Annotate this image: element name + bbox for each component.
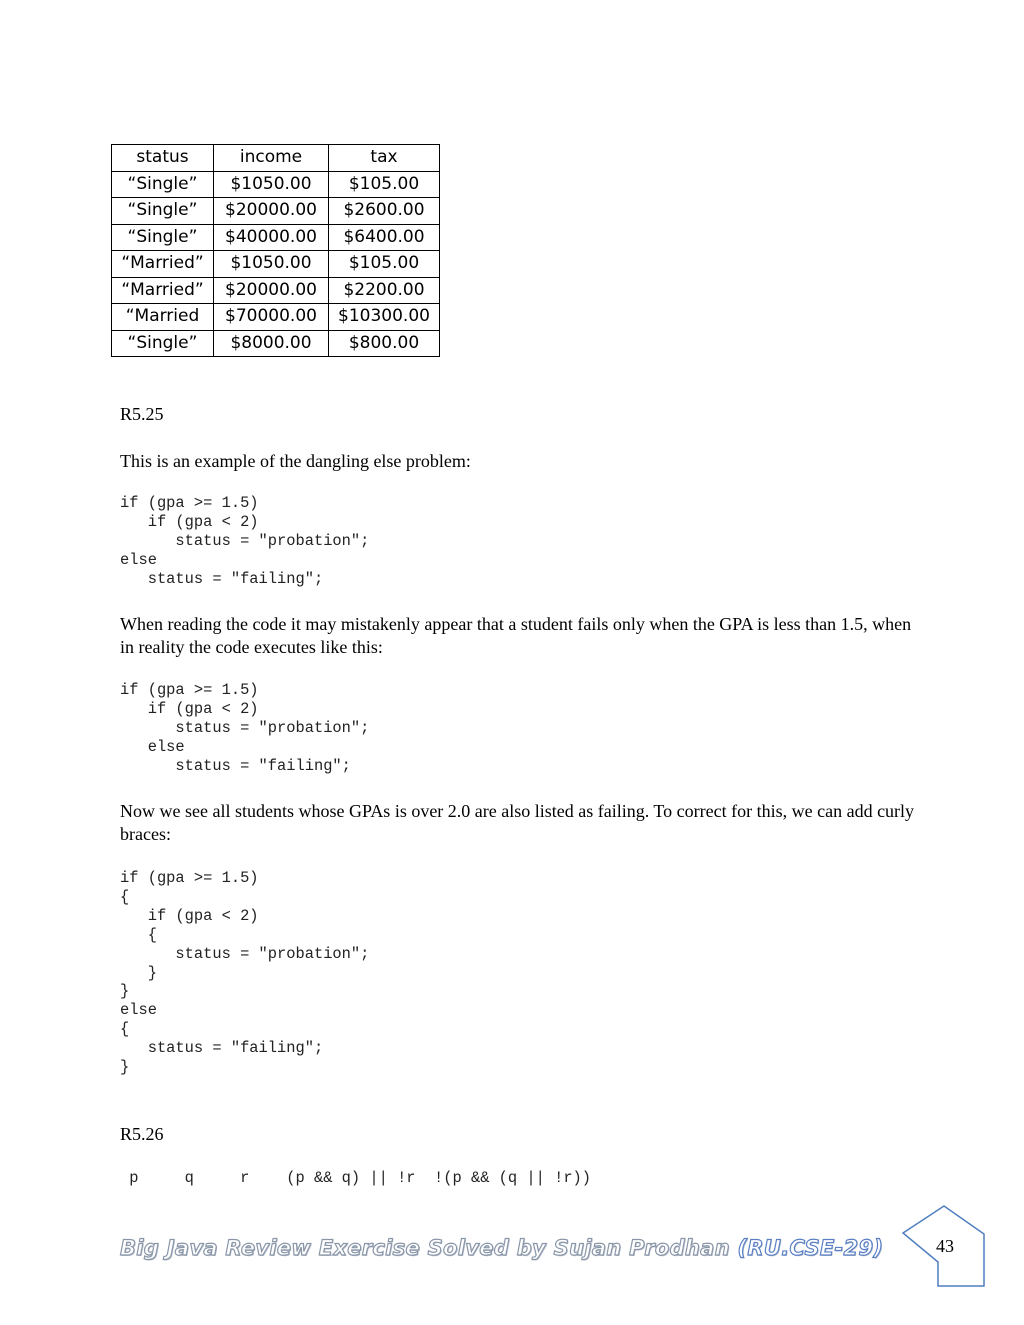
- table-cell: $20000.00: [214, 277, 329, 304]
- column-header: income: [214, 145, 329, 172]
- table-cell: $800.00: [329, 330, 440, 357]
- table-cell: “Single”: [112, 330, 214, 357]
- section-heading-r5-25: R5.25: [120, 404, 164, 424]
- tax-table: [111, 144, 440, 357]
- explanation-paragraph: When reading the code it may mistakenly appear that a student fails only when the GPA is less than 1.5, when in reality the code executes like this:: [120, 614, 912, 657]
- table-row: [112, 224, 440, 251]
- code-block-actual-execution: if (gpa >= 1.5) if (gpa < 2) status = "probation"; else status = "failing";: [120, 681, 370, 775]
- fix-paragraph: Now we see all students whose GPAs is over 2.0 are also listed as failing. To correct for this, we can add curly braces:: [120, 801, 915, 844]
- table-cell: $1050.00: [214, 171, 329, 198]
- table-cell: $70000.00: [214, 304, 329, 331]
- table-row: [112, 304, 440, 331]
- table-cell: $2600.00: [329, 198, 440, 225]
- footer-credit: [120, 1236, 883, 1260]
- table-cell: $105.00: [329, 251, 440, 278]
- section-heading-r5-26: R5.26: [120, 1124, 164, 1144]
- table-cell: “Married”: [112, 277, 214, 304]
- footer-credit-text: Big Java Review Exercise Solved by Sujan Prodhan: [120, 1236, 738, 1260]
- table-cell: $20000.00: [214, 198, 329, 225]
- table-cell: $40000.00: [214, 224, 329, 251]
- column-header: status: [112, 145, 214, 172]
- table-row: [112, 198, 440, 225]
- table-cell: $2200.00: [329, 277, 440, 304]
- footer-credit-accent: (RU.CSE-29): [737, 1236, 884, 1260]
- code-block-curly-braces: if (gpa >= 1.5) { if (gpa < 2) { status = "probation"; } } else { status = "failing"; }: [120, 869, 370, 1077]
- table-cell: $6400.00: [329, 224, 440, 251]
- code-block-dangling-else: if (gpa >= 1.5) if (gpa < 2) status = "probation"; else status = "failing";: [120, 494, 370, 588]
- column-header: tax: [329, 145, 440, 172]
- table-cell: $1050.00: [214, 251, 329, 278]
- table-cell: $10300.00: [329, 304, 440, 331]
- intro-paragraph: This is an example of the dangling else problem:: [120, 451, 471, 471]
- table-header-row: [112, 145, 440, 172]
- table-row: [112, 251, 440, 278]
- table-row: [112, 171, 440, 198]
- table-cell: $8000.00: [214, 330, 329, 357]
- table-cell: “Single”: [112, 198, 214, 225]
- truth-table-header: p q r (p && q) || !r !(p && (q || !r)): [120, 1169, 592, 1187]
- table-row: [112, 277, 440, 304]
- table-cell: “Single”: [112, 224, 214, 251]
- table-cell: “Married”: [112, 251, 214, 278]
- table-row: [112, 330, 440, 357]
- page-number: 43: [936, 1236, 954, 1256]
- table-cell: “Married: [112, 304, 214, 331]
- table-cell: $105.00: [329, 171, 440, 198]
- table-cell: “Single”: [112, 171, 214, 198]
